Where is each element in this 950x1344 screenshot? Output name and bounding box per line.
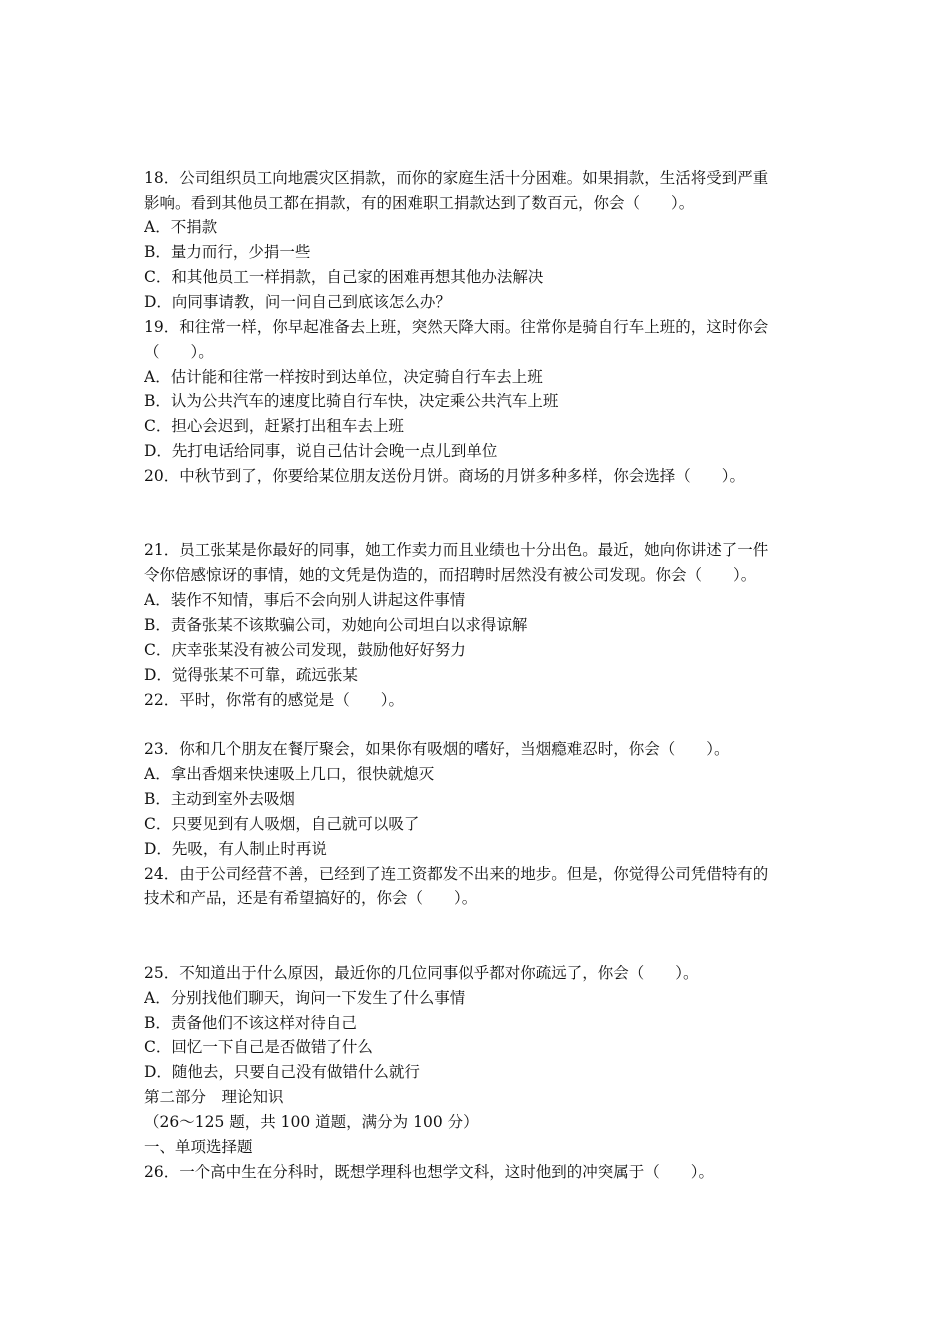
text-line: B．责备他们不该这样对待自己 bbox=[144, 1014, 357, 1032]
text-line: 一、单项选择题 bbox=[144, 1138, 253, 1156]
text-line: D．先打电话给同事，说自己估计会晚一点儿到单位 bbox=[144, 442, 498, 460]
text-line: 26．一个高中生在分科时，既想学理科也想学文科，这时他到的冲突属于（ ）。 bbox=[144, 1163, 714, 1181]
text-line: 第二部分 理论知识 bbox=[144, 1088, 284, 1106]
text-line: A．装作不知情，事后不会向别人讲起这件事情 bbox=[144, 591, 466, 609]
text-line: B．责备张某不该欺骗公司，劝她向公司坦白以求得谅解 bbox=[144, 616, 528, 634]
text-line: 技术和产品，还是有希望搞好的，你会（ ）。 bbox=[144, 889, 478, 907]
text-line: A．估计能和往常一样按时到达单位，决定骑自行车去上班 bbox=[144, 368, 543, 386]
text-line: A．拿出香烟来快速吸上几口，很快就熄灭 bbox=[144, 765, 435, 783]
text-line: C．只要见到有人吸烟，自己就可以吸了 bbox=[144, 815, 420, 833]
text-line: 24．由于公司经营不善，已经到了连工资都发不出来的地步。但是，你觉得公司凭借特有的 bbox=[144, 865, 769, 883]
text-line: （26～125 题，共 100 道题，满分为 100 分） bbox=[144, 1113, 479, 1131]
text-line: B．量力而行，少捐一些 bbox=[144, 243, 311, 261]
text-line: D．先吸，有人制止时再说 bbox=[144, 840, 327, 858]
text-line: 22．平时，你常有的感觉是（ ）。 bbox=[144, 691, 404, 709]
text-line: D．觉得张某不可靠，疏远张某 bbox=[144, 666, 358, 684]
text-line: 25．不知道出于什么原因，最近你的几位同事似乎都对你疏远了，你会（ ）。 bbox=[144, 964, 699, 982]
text-line: C．担心会迟到，赶紧打出租车去上班 bbox=[144, 417, 404, 435]
text-line: 19．和往常一样，你早起准备去上班，突然天降大雨。往常你是骑自行车上班的，这时你会 bbox=[144, 318, 769, 336]
text-line: 20．中秋节到了，你要给某位朋友送份月饼。商场的月饼多种多样，你会选择（ ）。 bbox=[144, 467, 745, 485]
text-line: D．向同事请教，问一问自己到底该怎么办？ bbox=[144, 293, 451, 311]
text-line: B．认为公共汽车的速度比骑自行车快，决定乘公共汽车上班 bbox=[144, 392, 559, 410]
text-line: C．和其他员工一样捐款，自己家的困难再想其他办法解决 bbox=[144, 268, 544, 286]
text-line: 23．你和几个朋友在餐厅聚会，如果你有吸烟的嗜好，当烟瘾难忍时，你会（ ）。 bbox=[144, 740, 730, 758]
text-line: （ ）。 bbox=[144, 343, 214, 361]
text-line: C．回忆一下自己是否做错了什么 bbox=[144, 1038, 373, 1056]
text-line: A．不捐款 bbox=[144, 218, 218, 236]
text-line: C．庆幸张某没有被公司发现，鼓励他好好努力 bbox=[144, 641, 466, 659]
text-line: D．随他去，只要自己没有做错什么就行 bbox=[144, 1063, 420, 1081]
text-line: 21．员工张某是你最好的同事，她工作卖力而且业绩也十分出色。最近，她向你讲述了一件 bbox=[144, 541, 769, 559]
text-line: A．分别找他们聊天，询问一下发生了什么事情 bbox=[144, 989, 466, 1007]
text-line: 影响。看到其他员工都在捐款，有的困难职工捐款达到了数百元，你会（ ）。 bbox=[144, 194, 695, 212]
text-line: 令你倍感惊讶的事情，她的文凭是伪造的，而招聘时居然没有被公司发现。你会（ ）。 bbox=[144, 566, 757, 584]
text-line: B．主动到室外去吸烟 bbox=[144, 790, 295, 808]
text-line: 18．公司组织员工向地震灾区捐款，而你的家庭生活十分困难。如果捐款，生活将受到严重 bbox=[144, 169, 769, 187]
